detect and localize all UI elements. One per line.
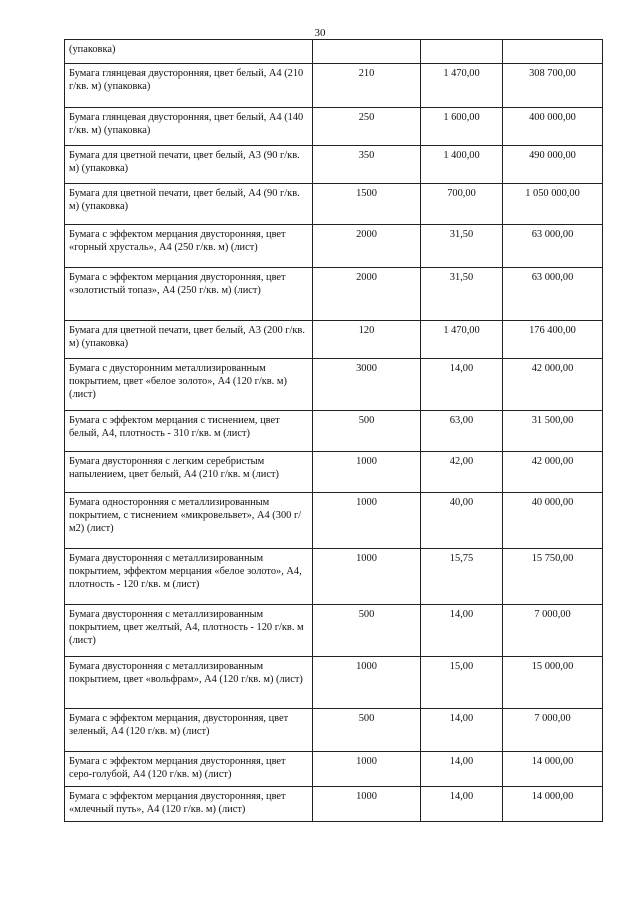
total-sum-cell: 42 000,00 (503, 359, 603, 411)
item-name-cell: Бумага с эффектом мерцания двусторонняя, цвет «млечный путь», А4 (120 г/кв. м) (лист) (65, 787, 313, 822)
quantity-cell: 3000 (313, 359, 421, 411)
quantity-cell: 1000 (313, 657, 421, 709)
item-name-cell: Бумага для цветной печати, цвет белый, А4 (90 г/кв. м) (упаковка) (65, 184, 313, 225)
quantity-cell: 1000 (313, 787, 421, 822)
unit-price-cell: 31,50 (421, 225, 503, 268)
item-name-cell: Бумага с эффектом мерцания с тиснением, цвет белый, А4, плотность - 310 г/кв. м (лист) (65, 411, 313, 452)
table-row (65, 268, 603, 321)
total-sum-cell: 14 000,00 (503, 787, 603, 822)
item-name-cell: Бумага с эффектом мерцания двусторонняя, цвет «золотистый топаз», А4 (250 г/кв. м) (лист) (65, 268, 313, 321)
quantity-cell: 2000 (313, 225, 421, 268)
item-name-cell: Бумага с эффектом мерцания двусторонняя, цвет «горный хрусталь», А4 (250 г/кв. м) (лист) (65, 225, 313, 268)
table-row (65, 225, 603, 268)
unit-price-cell: 14,00 (421, 787, 503, 822)
total-sum-cell: 15 750,00 (503, 549, 603, 605)
unit-price-cell: 14,00 (421, 359, 503, 411)
goods-table-body (65, 40, 603, 822)
quantity-cell (313, 40, 421, 64)
unit-price-cell: 1 400,00 (421, 146, 503, 184)
goods-table (64, 39, 603, 822)
total-sum-cell: 7 000,00 (503, 605, 603, 657)
table-row (65, 709, 603, 752)
total-sum-cell: 15 000,00 (503, 657, 603, 709)
item-name-cell: Бумага двусторонняя с металлизированным покрытием, цвет желтый, А4, плотность - 120 г/кв. м (лист) (65, 605, 313, 657)
item-name-cell: Бумага с эффектом мерцания двусторонняя, цвет серо-голубой, А4 (120 г/кв. м) (лист) (65, 752, 313, 787)
item-name-cell: Бумага с двусторонним металлизированным покрытием, цвет «белое золото», А4 (120 г/кв. м) (лист) (65, 359, 313, 411)
quantity-cell: 120 (313, 321, 421, 359)
quantity-cell: 1000 (313, 493, 421, 549)
table-row (65, 184, 603, 225)
total-sum-cell: 1 050 000,00 (503, 184, 603, 225)
table-row (65, 452, 603, 493)
total-sum-cell: 176 400,00 (503, 321, 603, 359)
quantity-cell: 1000 (313, 452, 421, 493)
quantity-cell: 210 (313, 64, 421, 108)
table-row (65, 321, 603, 359)
table-row (65, 359, 603, 411)
total-sum-cell: 308 700,00 (503, 64, 603, 108)
unit-price-cell: 40,00 (421, 493, 503, 549)
item-name-cell: Бумага для цветной печати, цвет белый, А3 (90 г/кв. м) (упаковка) (65, 146, 313, 184)
quantity-cell: 500 (313, 709, 421, 752)
total-sum-cell: 63 000,00 (503, 268, 603, 321)
unit-price-cell: 14,00 (421, 605, 503, 657)
quantity-cell: 1000 (313, 752, 421, 787)
unit-price-cell: 14,00 (421, 752, 503, 787)
total-sum-cell: 400 000,00 (503, 108, 603, 146)
unit-price-cell: 1 600,00 (421, 108, 503, 146)
table-row (65, 40, 603, 64)
page-number: 30 (314, 27, 326, 39)
item-name-cell: Бумага двусторонняя с металлизированным покрытием, эффектом мерцания «белое золото», А4, плотность - 120 г/кв. м (лист) (65, 549, 313, 605)
unit-price-cell: 700,00 (421, 184, 503, 225)
item-name-cell: Бумага двусторонняя с металлизированным покрытием, цвет «вольфрам», А4 (120 г/кв. м) (лист) (65, 657, 313, 709)
table-row (65, 549, 603, 605)
unit-price-cell: 42,00 (421, 452, 503, 493)
quantity-cell: 1000 (313, 549, 421, 605)
unit-price-cell: 15,00 (421, 657, 503, 709)
total-sum-cell: 42 000,00 (503, 452, 603, 493)
total-sum-cell: 31 500,00 (503, 411, 603, 452)
table-row (65, 64, 603, 108)
total-sum-cell (503, 40, 603, 64)
table-row (65, 146, 603, 184)
total-sum-cell: 40 000,00 (503, 493, 603, 549)
quantity-cell: 2000 (313, 268, 421, 321)
quantity-cell: 1500 (313, 184, 421, 225)
total-sum-cell: 63 000,00 (503, 225, 603, 268)
unit-price-cell: 31,50 (421, 268, 503, 321)
unit-price-cell: 1 470,00 (421, 64, 503, 108)
total-sum-cell: 490 000,00 (503, 146, 603, 184)
item-name-cell: Бумага глянцевая двусторонняя, цвет белый, А4 (140 г/кв. м) (упаковка) (65, 108, 313, 146)
quantity-cell: 350 (313, 146, 421, 184)
item-name-cell: Бумага для цветной печати, цвет белый, А3 (200 г/кв. м) (упаковка) (65, 321, 313, 359)
unit-price-cell: 63,00 (421, 411, 503, 452)
unit-price-cell: 14,00 (421, 709, 503, 752)
quantity-cell: 250 (313, 108, 421, 146)
table-row (65, 108, 603, 146)
unit-price-cell (421, 40, 503, 64)
item-name-cell: (упаковка) (65, 40, 313, 64)
item-name-cell: Бумага глянцевая двусторонняя, цвет белый, А4 (210 г/кв. м) (упаковка) (65, 64, 313, 108)
total-sum-cell: 7 000,00 (503, 709, 603, 752)
item-name-cell: Бумага односторонняя с металлизированным покрытием, с тиснением «микровельвет», А4 (300 г/м2) (лист) (65, 493, 313, 549)
quantity-cell: 500 (313, 605, 421, 657)
table-row (65, 493, 603, 549)
table-row (65, 411, 603, 452)
table-row (65, 752, 603, 787)
table-row (65, 657, 603, 709)
quantity-cell: 500 (313, 411, 421, 452)
table-row (65, 605, 603, 657)
table-row (65, 787, 603, 822)
item-name-cell: Бумага двусторонняя с легким серебристым напылением, цвет белый, А4 (210 г/кв. м (лист) (65, 452, 313, 493)
item-name-cell: Бумага с эффектом мерцания, двусторонняя, цвет зеленый, А4 (120 г/кв. м) (лист) (65, 709, 313, 752)
unit-price-cell: 15,75 (421, 549, 503, 605)
unit-price-cell: 1 470,00 (421, 321, 503, 359)
total-sum-cell: 14 000,00 (503, 752, 603, 787)
